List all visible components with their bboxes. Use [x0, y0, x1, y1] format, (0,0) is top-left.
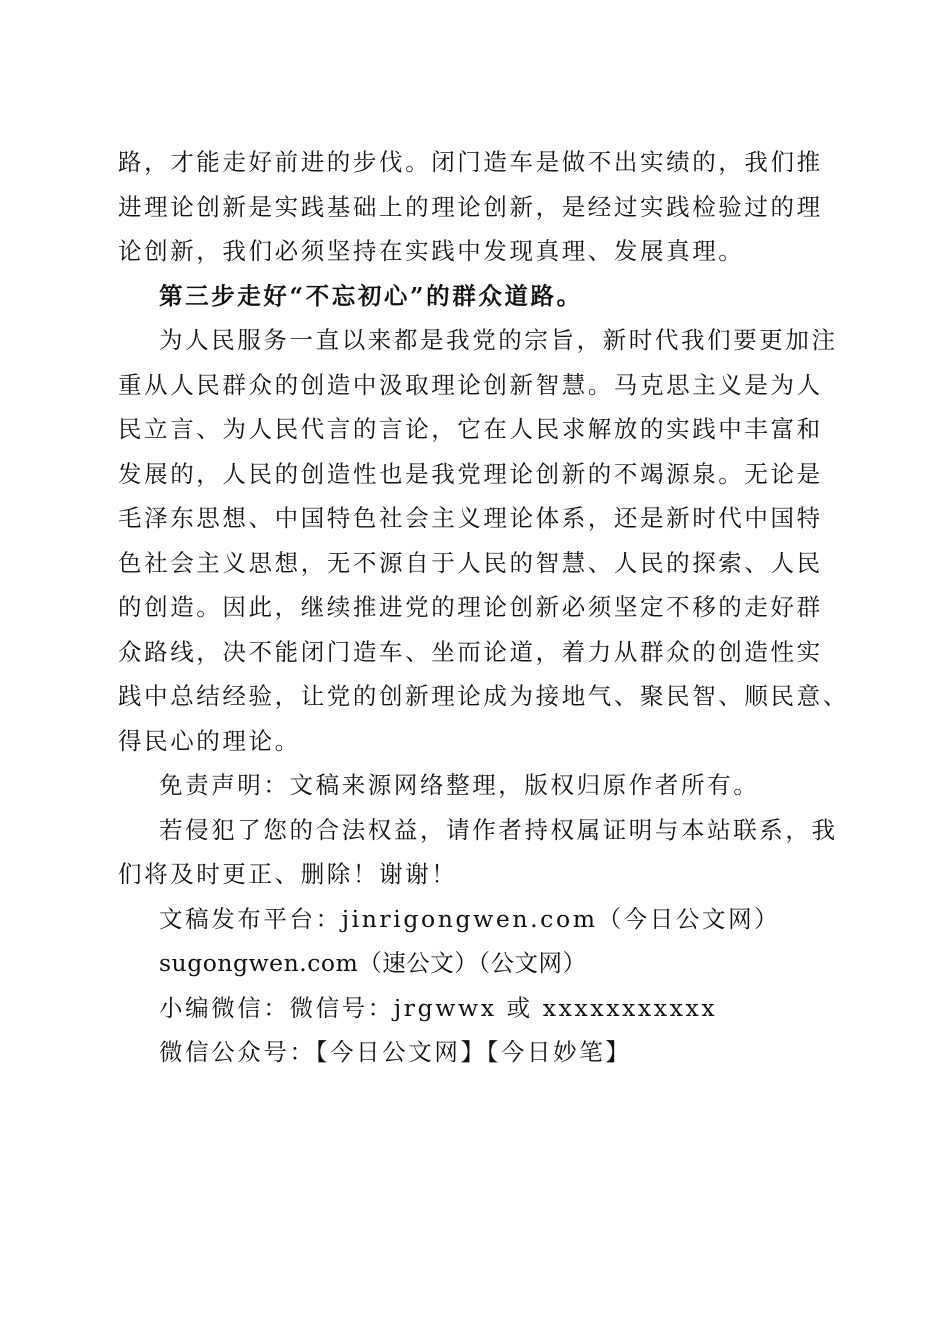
- wechat-id-line: 小编微信：微信号：jrgwwx 或 xxxxxxxxxxx: [159, 993, 718, 1022]
- text-line: 为人民服务一直以来都是我党的宗旨，新时代我们要更加注: [159, 326, 838, 354]
- heading-line: 第三步走好“不忘初心”的群众道路。: [159, 281, 583, 310]
- text-line: 众路线，决不能闭门造车、坐而论道，着力从群众的创造性实: [118, 637, 823, 666]
- contact-line: 若侵犯了您的合法权益，请作者持权属证明与本站联系，我: [159, 815, 838, 844]
- text-line: 的创造。因此，继续推进党的理论创新必须坚定不移的走好群: [118, 593, 823, 621]
- platform-line: 文稿发布平台：jinrigongwen.com（今日公文网）: [159, 904, 781, 933]
- text-line: 重从人民群众的创造中汲取理论创新智慧。马克思主义是为人: [118, 370, 823, 399]
- footer-notice: [118, 763, 838, 1075]
- section-heading: [118, 274, 838, 319]
- text-line: 得民心的理论。: [118, 726, 301, 755]
- text-line: 进理论创新是实践基础上的理论创新，是经过实践检验过的理: [118, 192, 823, 221]
- text-line: 发展的，人民的创造性也是我党理论创新的不竭源泉。无论是: [118, 459, 823, 488]
- paragraph: [118, 140, 838, 274]
- disclaimer-line: 免责声明：文稿来源网络整理，版权归原作者所有。: [159, 771, 760, 799]
- text-line: 毛泽东思想、中国特色社会主义理论体系，还是新时代中国特: [118, 504, 823, 532]
- text-line: 民立言、为人民代言的言论，它在人民求解放的实践中丰富和: [118, 415, 823, 443]
- document-body: [118, 140, 849, 1075]
- wechat-account-line: 微信公众号：【今日公文网】【今日妙笔】: [159, 1038, 632, 1066]
- text-line: 色社会主义思想，无不源自于人民的智慧、人民的探索、人民: [118, 548, 823, 577]
- text-line: 论创新，我们必须坚持在实践中发现真理、发展真理。: [118, 237, 745, 265]
- contact-line: 们将及时更正、删除！谢谢！: [118, 860, 458, 888]
- paragraph: [118, 318, 849, 763]
- site-line: sugongwen.com（速公文）（公文网）: [159, 949, 587, 977]
- text-line: 践中总结经验，让党的创新理论成为接地气、聚民智、顺民意、: [118, 682, 849, 710]
- text-line: 路，才能走好前进的步伐。闭门造车是做不出实绩的，我们推: [118, 148, 823, 176]
